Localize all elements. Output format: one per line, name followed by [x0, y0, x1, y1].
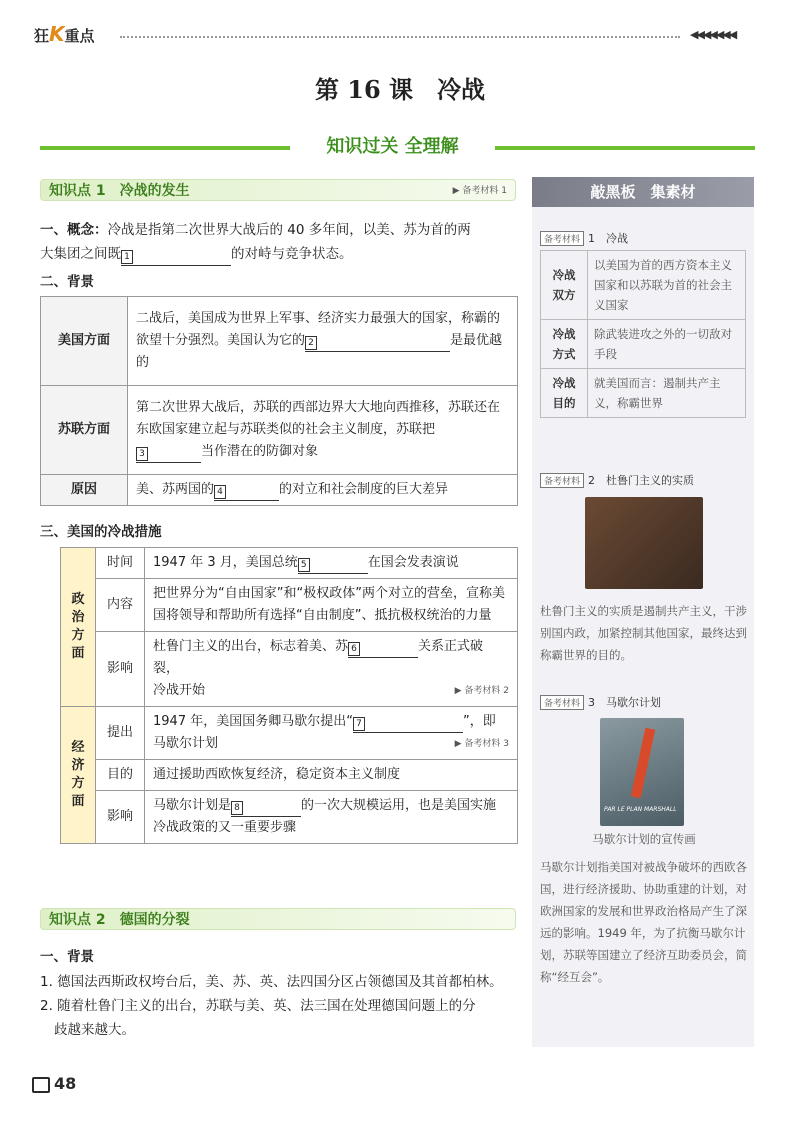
- banner-rule-left: [40, 146, 290, 150]
- material-3-tag: 备考材料 3 马歇尔计划: [540, 694, 661, 710]
- table-row: 影响 马歇尔计划是 8 的一次大规模运用，也是美国实施 冷战政策的又一重要步骤: [61, 791, 518, 844]
- economy-head: 经济方面: [61, 707, 96, 844]
- material-2-text: 杜鲁门主义的实质是遏制共产主义，干涉别国内政，加紧控制其他国家，最终达到称霸世界的目的。: [540, 604, 747, 662]
- coldwar-table: [540, 250, 746, 418]
- table-row: 原因 美、苏两国的 4 的对立和社会制度的巨大差异: [41, 475, 518, 506]
- table-row: 冷战双方 以美国为首的西方资本主义国家和以苏联为首的社会主义国家: [541, 251, 746, 320]
- table-row: 冷战目的 就美国而言：遏制共产主义，称霸世界: [541, 369, 746, 418]
- blank-3[interactable]: 3: [136, 446, 201, 463]
- background-table: [40, 296, 518, 506]
- kp2-background-label: 一、背景: [40, 949, 94, 965]
- lesson-title: 第 16 课 冷战: [314, 75, 486, 104]
- row-head: 原因: [41, 475, 128, 506]
- kp1-concept: 一、概念：冷战是指第二次世界大战后的 40 多年间，以美、苏为首的两 大集团之间既 1 的对峙与竞争状态。: [40, 218, 520, 266]
- poster-caption: 马歇尔计划的宣传画: [592, 832, 696, 846]
- row-head: 美国方面: [41, 297, 128, 386]
- kp1-measures-label: 三、美国的冷战措施: [40, 524, 162, 540]
- sidebar-header: 敲黑板 集素材: [532, 177, 754, 207]
- table-row: 美国方面 二战后，美国成为世界上军事、经济实力最强大的国家，称霸的欲望十分强烈。美国认为它的 2 是最优越的: [41, 297, 518, 386]
- politics-head: 政治方面: [61, 548, 96, 707]
- table-row: 影响 杜鲁门主义的出台，标志着美、苏 6 关系正式破裂， 冷战开始 ▶ 备考材料 2: [61, 632, 518, 707]
- brand-logo: 狂K重点: [34, 22, 95, 46]
- table-row: 冷战方式 除武装进攻之外的一切敌对手段: [541, 320, 746, 369]
- page-number: 48: [32, 1074, 76, 1093]
- book-icon: [32, 1077, 50, 1093]
- header-dotted-rule: [120, 36, 680, 38]
- table-row: 苏联方面 第二次世界大战后，苏联的西部边界大大地向西推移，苏联还在东欧国家建立起与苏联类似的社会主义制度，苏联把 3 当作潜在的防御对象: [41, 386, 518, 475]
- measures-table: [60, 547, 518, 844]
- banner-rule-right: [495, 146, 755, 150]
- marshall-plan-poster-image: PAR LE PLAN MARSHALL: [600, 718, 684, 826]
- kp1-header: 知识点 1 冷战的发生 ▶ 备考材料 1: [40, 179, 516, 201]
- section-banner: 知识过关 全理解: [295, 132, 490, 162]
- row-head: 苏联方面: [41, 386, 128, 475]
- kp2-paragraph: 1. 德国法西斯政权垮台后，美、苏、英、法四国分区占领德国及其首都柏林。 2. 随着杜鲁门主义的出台，苏联与美、英、法三国在处理德国问题上的分 歧越来越大。: [40, 974, 503, 1038]
- header-arrows-icon: ◀◀◀◀◀◀◀: [690, 28, 736, 41]
- blank-4[interactable]: 4: [214, 484, 279, 501]
- blank-7[interactable]: 7: [353, 716, 463, 733]
- blank-6[interactable]: 6: [348, 641, 418, 658]
- table-row: 内容 把世界分为“自由国家”和“极权政体”两个对立的营垒，宣称美国将领导和帮助所有选择“自由制度”、抵抗极权统治的力量: [61, 579, 518, 632]
- blank-1[interactable]: 1: [121, 249, 231, 266]
- kp1-ref: ▶ 备考材料 1: [452, 186, 507, 196]
- table-row: 目的 通过援助西欧恢复经济，稳定资本主义制度: [61, 760, 518, 791]
- kp2-header: 知识点 2 德国的分裂: [40, 908, 516, 930]
- blank-2[interactable]: 2: [305, 335, 450, 352]
- kp1-background-label: 二、背景: [40, 274, 94, 290]
- material-1-tag: 备考材料 1 冷战: [540, 230, 628, 246]
- truman-portrait-image: [585, 497, 703, 589]
- table-row: 政治方面 时间 1947 年 3 月，美国总统 5 在国会发表演说: [61, 548, 518, 579]
- table-row: 经济方面 提出 1947 年，美国国务卿马歇尔提出“ 7 ”，即 马歇尔计划 ▶ 备考材料 3: [61, 707, 518, 760]
- blank-5[interactable]: 5: [298, 557, 368, 574]
- material-2-tag: 备考材料 2 杜鲁门主义的实质: [540, 472, 694, 488]
- blank-8[interactable]: 8: [231, 800, 301, 817]
- material-3-text: 马歇尔计划指美国对被战争破坏的西欧各国，进行经济援助、协助重建的计划，对欧洲国家的发展和世界政治格局产生了深远的影响。1949 年，为了抗衡马歇尔计划，苏联等国建立了经济互助委员会，简称“经互会”。: [540, 860, 747, 984]
